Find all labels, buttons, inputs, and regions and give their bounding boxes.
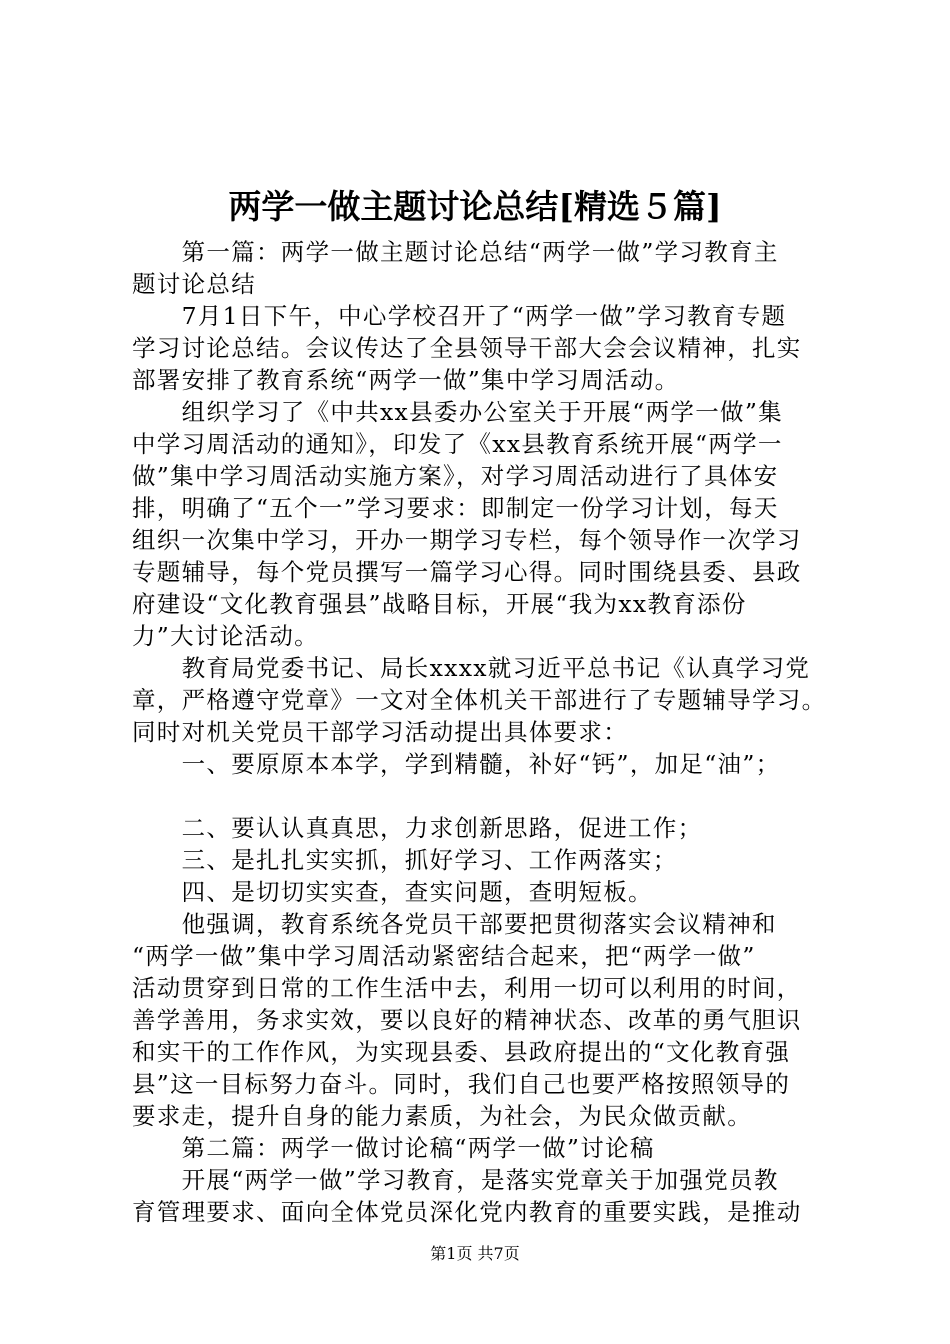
- body-line: 县”这一目标努力奋斗。同时，我们自己也要严格按照领导的: [132, 1070, 791, 1098]
- body-line: 部署安排了教育系统“两学一做”集中学习周活动。: [132, 366, 680, 394]
- body-line: 学习讨论总结。会议传达了全县领导干部大会会议精神，扎实: [132, 334, 802, 362]
- body-line: 四、是切切实实查，查实问题，查明短板。: [132, 878, 653, 906]
- body-line: 一、要原原本本学，学到精髓，补好“钙”，加足“油”；: [132, 750, 781, 778]
- body-line: 第二篇：两学一做讨论稿“两学一做”讨论稿: [132, 1134, 655, 1162]
- body-line: 二、要认认真真思，力求创新思路，促进工作；: [132, 814, 703, 842]
- body-line: 他强调，教育系统各党员干部要把贯彻落实会议精神和: [132, 910, 777, 938]
- body-line: 7月1日下午，中心学校召开了“两学一做”学习教育专题: [132, 302, 787, 330]
- body-line: 同时对机关党员干部学习活动提出具体要求：: [132, 718, 628, 746]
- body-line: 力”大讨论活动。: [132, 622, 319, 650]
- body-line: “两学一做”集中学习周活动紧密结合起来，把“两学一做”: [132, 942, 756, 970]
- body-line: 教育局党委书记、局长xxxx就习近平总书记《认真学习党: [132, 654, 811, 682]
- page-number-footer: 第1页 共7页: [430, 1244, 520, 1263]
- body-line: 开展“两学一做”学习教育，是落实党章关于加强党员教: [132, 1166, 779, 1194]
- body-line: 善学善用，务求实效，要以良好的精神状态、改革的勇气胆识: [132, 1006, 802, 1034]
- body-line: 中学习周活动的通知》，印发了《xx县教育系统开展“两学一: [132, 430, 783, 458]
- body-line: 题讨论总结: [132, 270, 256, 298]
- body-line: 活动贯穿到日常的工作生活中去，利用一切可以利用的时间，: [132, 974, 802, 1002]
- body-line: 第一篇：两学一做主题讨论总结“两学一做”学习教育主: [132, 238, 779, 266]
- body-line: 章，严格遵守党章》一文对全体机关干部进行了专题辅导学习。: [132, 686, 827, 714]
- body-line: 育管理要求、面向全体党员深化党内教育的重要实践，是推动: [132, 1198, 802, 1226]
- body-line: 专题辅导，每个党员撰写一篇学习心得。同时围绕县委、县政: [132, 558, 802, 586]
- body-line: 三、是扎扎实实抓，抓好学习、工作两落实；: [132, 846, 678, 874]
- body-line: 府建设“文化教育强县”战略目标，开展“我为xx教育添份: [132, 590, 747, 618]
- body-line: 组织学习了《中共xx县委办公室关于开展“两学一做”集: [132, 398, 783, 426]
- body-line: 组织一次集中学习，开办一期学习专栏，每个领导作一次学习: [132, 526, 802, 554]
- body-line: 和实干的工作作风，为实现县委、县政府提出的“文化教育强: [132, 1038, 791, 1066]
- body-line: 要求走，提升自身的能力素质，为社会，为民众做贡献。: [132, 1102, 752, 1130]
- document-title: 两学一做主题讨论总结[精选５篇]: [228, 187, 722, 226]
- body-line: 排，明确了“五个一”学习要求：即制定一份学习计划，每天: [132, 494, 779, 522]
- body-line: 做”集中学习周活动实施方案》，对学习周活动进行了具体安: [132, 462, 779, 490]
